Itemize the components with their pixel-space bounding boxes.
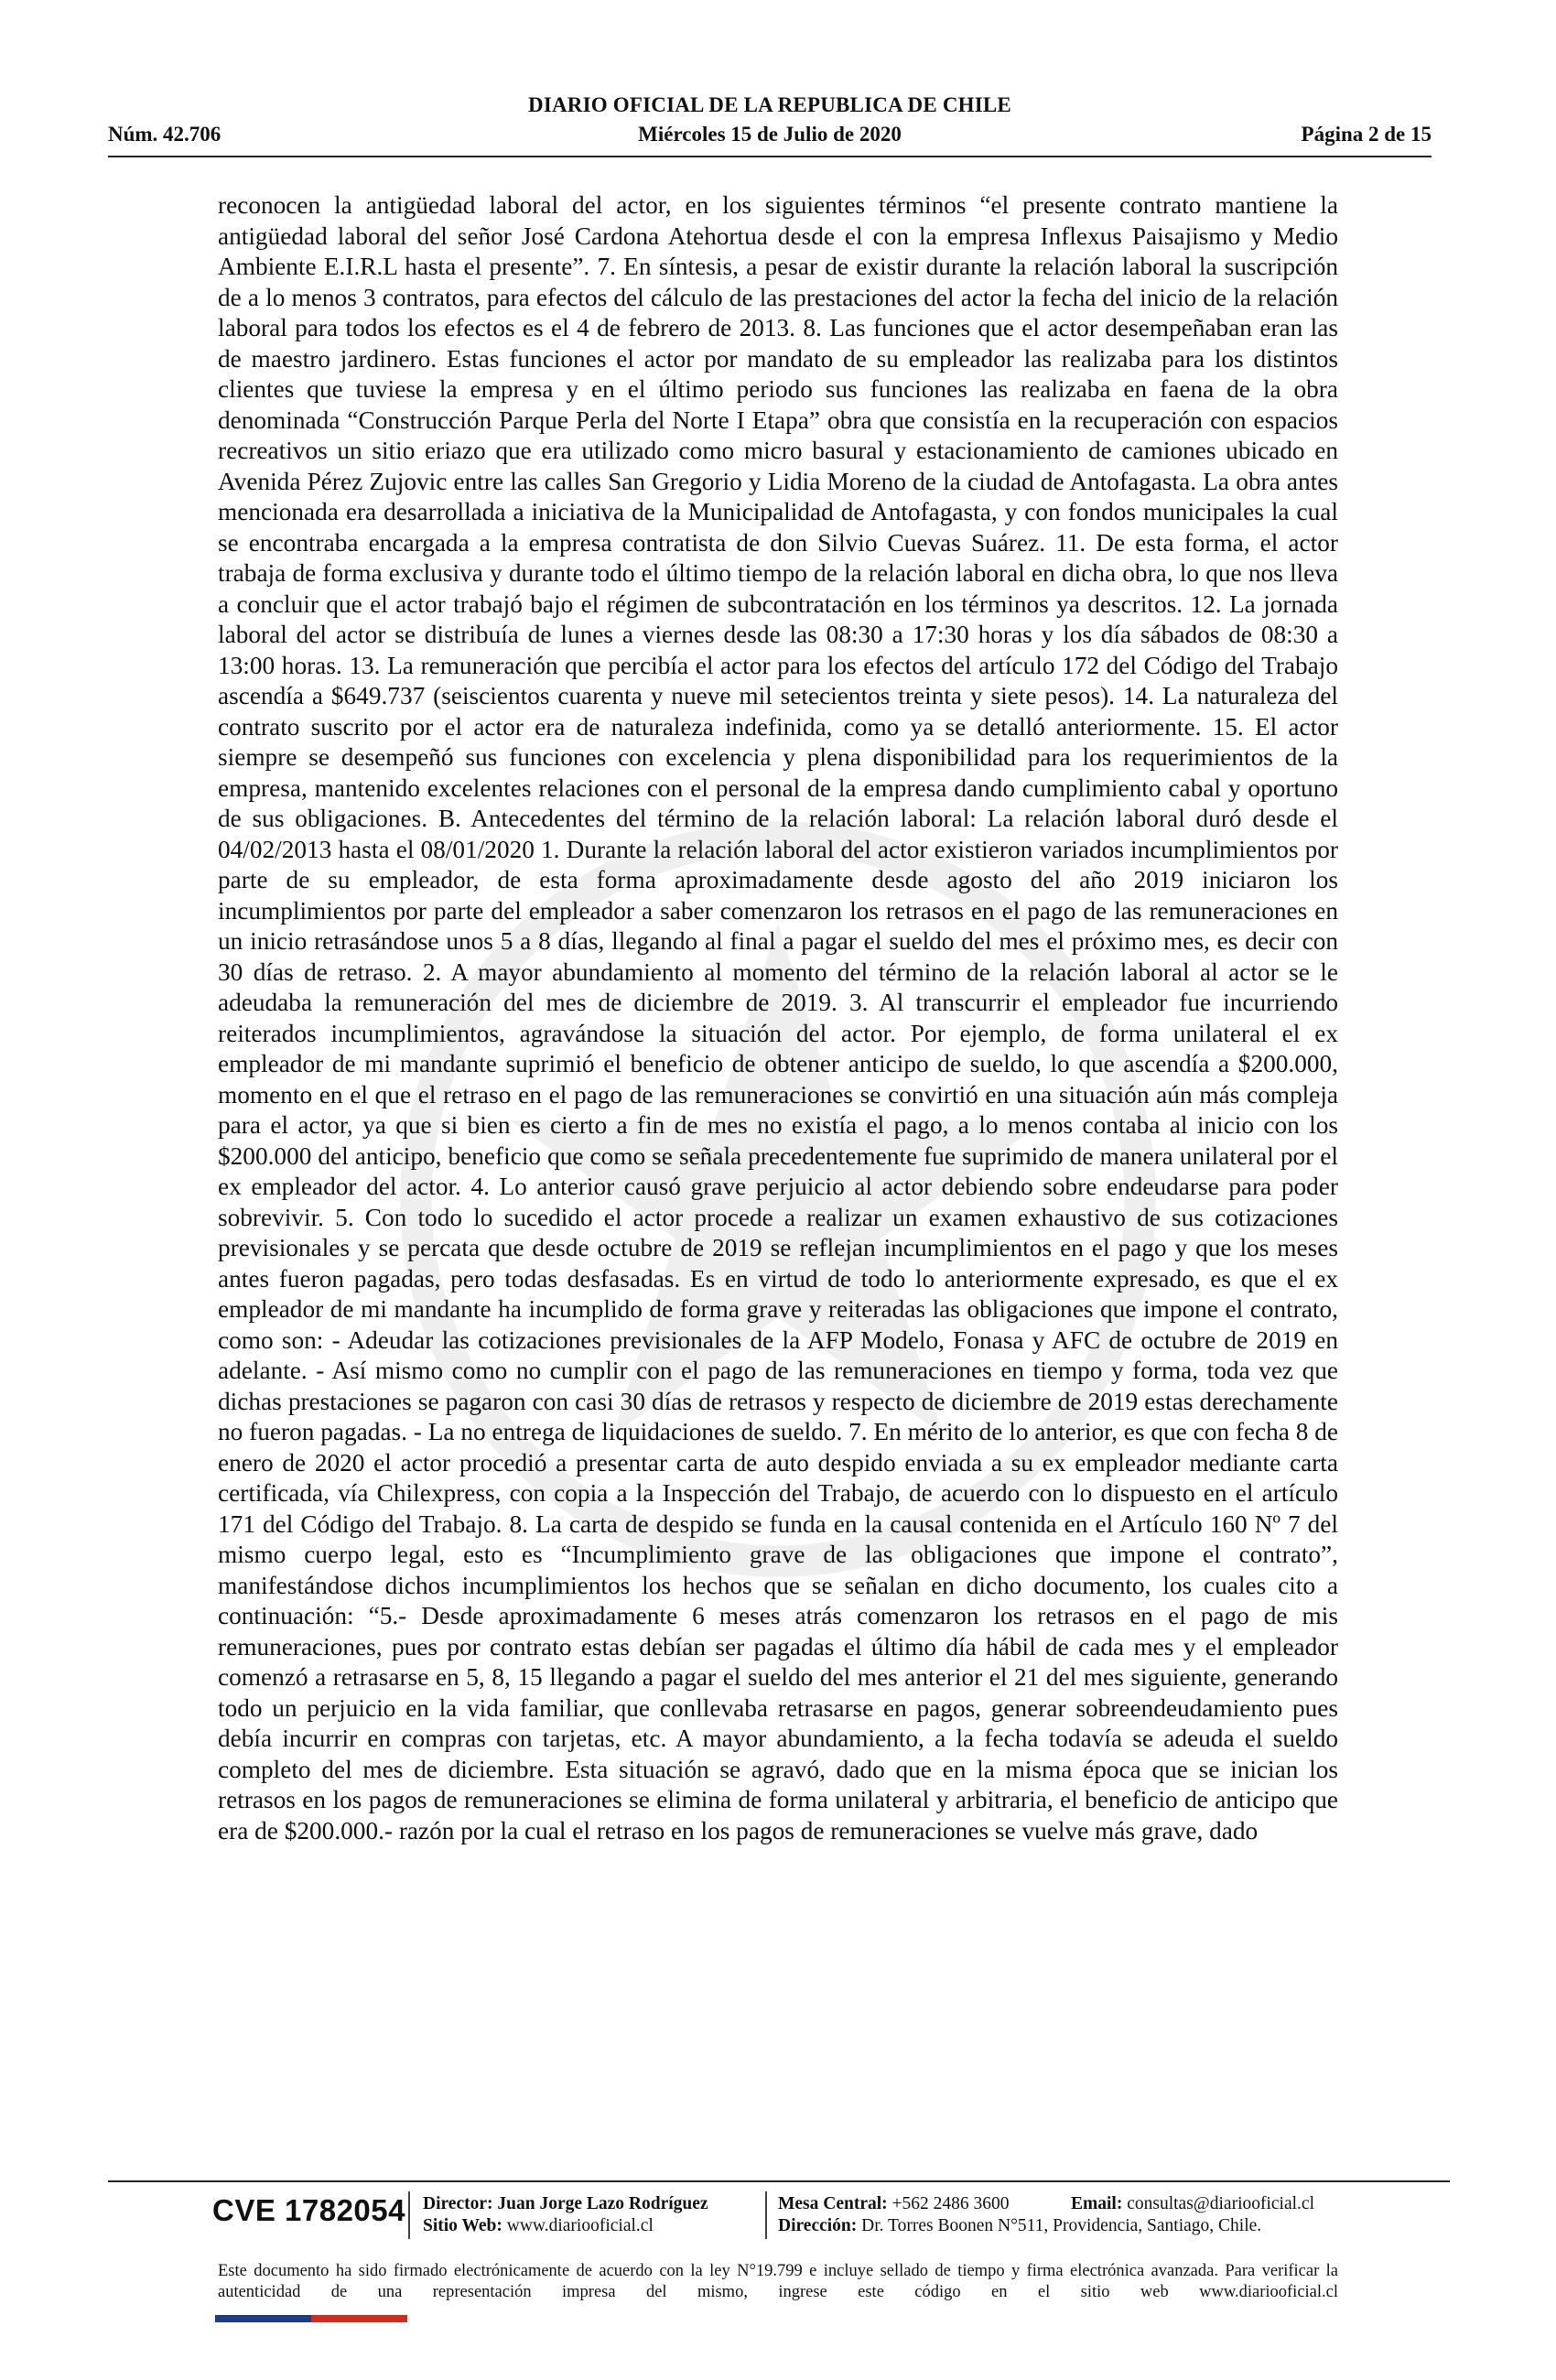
mesa-central-phone: +562 2486 3600	[891, 2194, 1010, 2213]
flag-blue-segment	[215, 2315, 311, 2322]
email-label: Email:	[1071, 2194, 1123, 2213]
website-label: Sitio Web:	[423, 2216, 502, 2235]
page-number: Página 2 de 15	[1301, 123, 1432, 146]
cve-code: CVE 1782054	[212, 2193, 405, 2227]
website-link[interactable]: www.diariooficial.cl	[506, 2216, 654, 2235]
footer-separator	[408, 2191, 410, 2239]
flag-color-bar	[215, 2315, 407, 2322]
footer-separator	[765, 2191, 767, 2239]
header-divider	[108, 156, 1432, 157]
footer-divider	[108, 2180, 1450, 2182]
address-label: Dirección:	[778, 2216, 858, 2235]
email-link[interactable]: consultas@diariooficial.cl	[1127, 2194, 1314, 2213]
address-value: Dr. Torres Boonen N°511, Providencia, Santiago, Chile.	[861, 2216, 1262, 2235]
director-label: Director:	[423, 2194, 493, 2213]
page-header	[108, 92, 1432, 157]
journal-title: DIARIO OFICIAL DE LA REPUBLICA DE CHILE	[528, 93, 1011, 116]
issue-number: Núm. 42.706	[108, 123, 222, 146]
footer-director-block	[423, 2193, 708, 2237]
director-name: Juan Jorge Lazo Rodríguez	[497, 2194, 708, 2213]
footer-email-block	[1071, 2193, 1314, 2215]
mesa-central-label: Mesa Central:	[778, 2194, 888, 2213]
flag-red-segment	[311, 2315, 407, 2322]
electronic-signature-note: Este documento ha sido firmado electrónicamente de acuerdo con la ley N°19.799 e incluye sellado de tiempo y firma electrónica avanzada. Para verificar la autenticidad de una representación impresa del mismo, ingrese este código en el sitio web www.diariooficial.cl	[218, 2262, 1338, 2301]
issue-date: Miércoles 15 de Julio de 2020	[638, 123, 902, 146]
document-body: reconocen la antigüedad laboral del actor, en los siguientes términos “el presente contrato mantiene la antigüedad laboral del señor José Cardona Atehortua desde el con la empresa Inflexus Paisajismo y Medio Ambiente E.I.R.L hasta el presente”. 7. En síntesis, a pesar de existir durante la relación laboral la suscripción de a lo menos 3 contratos, para efectos del cálculo de las prestaciones del actor la fecha del inicio de la relación laboral para todos los efectos es el 4 de febrero de 2013. 8. Las funciones que el actor desempeñaban eran las de maestro jardinero. Estas funciones el actor por mandato de su empleador las realizaba para los distintos clientes que tuviese la empresa y en el último periodo sus funciones las realizaba en faena de la obra denominada “Construcción Parque Perla del Norte I Etapa” obra que consistía en la recuperación con espacios recreativos un sitio eriazo que era utilizado como micro basural y estacionamiento de camiones ubicado en Avenida Pérez Zujovic entre las calles San Gregorio y Lidia Moreno de la ciudad de Antofagasta. La obra antes mencionada era desarrollada a iniciativa de la Municipalidad de Antofagasta, y con fondos municipales la cual se encontraba encargada a la empresa contratista de don Silvio Cuevas Suárez. 11. De esta forma, el actor trabaja de forma exclusiva y durante todo el último tiempo de la relación laboral en dicha obra, lo que nos lleva a concluir que el actor trabajó bajo el régimen de subcontratación en los términos ya descritos. 12. La jornada laboral del actor se distribuía de lunes a viernes desde las 08:30 a 17:30 horas y los día sábados de 08:30 a 13:00 horas. 13. La remuneración que percibía el actor para los efectos del artículo 172 del Código del Trabajo ascendía a $649.737 (seiscientos cuarenta y nueve mil setecientos treinta y siete pesos). 14. La naturaleza del contrato suscrito por el actor era de naturaleza indefinida, como ya se detalló anteriormente. 15. El actor siempre se desempeñó sus funciones con excelencia y plena disponibilidad para los requerimientos de la empresa, mantenido excelentes relaciones con el personal de la empresa dando cumplimiento cabal y oportuno de sus obligaciones. B. Antecedentes del término de la relación laboral: La relación laboral duró desde el 04/02/2013 hasta el 08/01/2020 1. Durante la relación laboral del actor existieron variados incumplimientos por parte de su empleador, de esta forma aproximadamente desde agosto del año 2019 iniciaron los incumplimientos por parte del empleador a saber comenzaron los retrasos en el pago de las remuneraciones en un inicio retrasándose unos 5 a 8 días, llegando al final a pagar el sueldo del mes el próximo mes, es decir con 30 días de retraso. 2. A mayor abundamiento al momento del término de la relación laboral al actor se le adeudaba la remuneración del mes de diciembre de 2019. 3. Al transcurrir el empleador fue incurriendo reiterados incumplimientos, agravándose la situación del actor. Por ejemplo, de forma unilateral el ex empleador de mi mandante suprimió el beneficio de obtener anticipo de sueldo, lo que ascendía a $200.000, momento en el que el retraso en el pago de las remuneraciones se convirtió en una situación aún más compleja para el actor, ya que si bien es cierto a fin de mes no existía el pago, a lo menos contaba al inicio con los $200.000 del anticipo, beneficio que como se señala precedentemente fue suprimido de manera unilateral por el ex empleador del actor. 4. Lo anterior causó grave perjuicio al actor debiendo sobre endeudarse para poder sobrevivir. 5. Con todo lo sucedido el actor procede a realizar un examen exhaustivo de sus cotizaciones previsionales y se percata que desde octubre de 2019 se reflejan incumplimientos en el pago y que los meses antes fueron pagadas, pero todas desfasadas. Es en virtud de todo lo anteriormente expresado, es que el ex empleador de mi mandante ha incumplido de forma grave y reiteradas las obligaciones que impone el contrato, como son: - Adeudar las cotizaciones previsionales de la AFP Modelo, Fonasa y AFC de octubre de 2019 en adelante. - Así mismo como no cumplir con el pago de las remuneraciones en tiempo y forma, toda vez que dichas prestaciones se pagaron con casi 30 días de retrasos y respecto de diciembre de 2019 estas derechamente no fueron pagadas. - La no entrega de liquidaciones de sueldo. 7. En mérito de lo anterior, es que con fecha 8 de enero de 2020 el actor procedió a presentar carta de auto despido enviada a su ex empleador mediante carta certificada, vía Chilexpress, con copia a la Inspección del Trabajo, de acuerdo con lo dispuesto en el artículo 171 del Código del Trabajo. 8. La carta de despido se funda en la causal contenida en el Artículo 160 Nº 7 del mismo cuerpo legal, esto es “Incumplimiento grave de las obligaciones que impone el contrato”, manifestándose dichos incumplimientos los hechos que se señalan en dicho documento, los cuales cito a continuación: “5.- Desde aproximadamente 6 meses atrás comenzaron los retrasos en el pago de mis remuneraciones, pues por contrato estas debían ser pagadas el último día hábil de cada mes y el empleador comenzó a retrasarse en 5, 8, 15 llegando a pagar el sueldo del mes anterior el 21 del mes siguiente, generando todo un perjuicio en la vida familiar, que conllevaba retrasarse en pagos, generar sobreendeudamiento pues debía incurrir en compras con tarjetas, etc. A mayor abundamiento, a la fecha todavía se adeuda el sueldo completo del mes de diciembre. Esta situación se agravó, dado que en la misma época que se inician los retrasos en los pagos de remuneraciones se elimina de forma unilateral y arbitraria, el beneficio de anticipo que era de $200.000.- razón por la cual el retraso en los pagos de remuneraciones se vuelve más grave, dado	[218, 191, 1338, 1844]
